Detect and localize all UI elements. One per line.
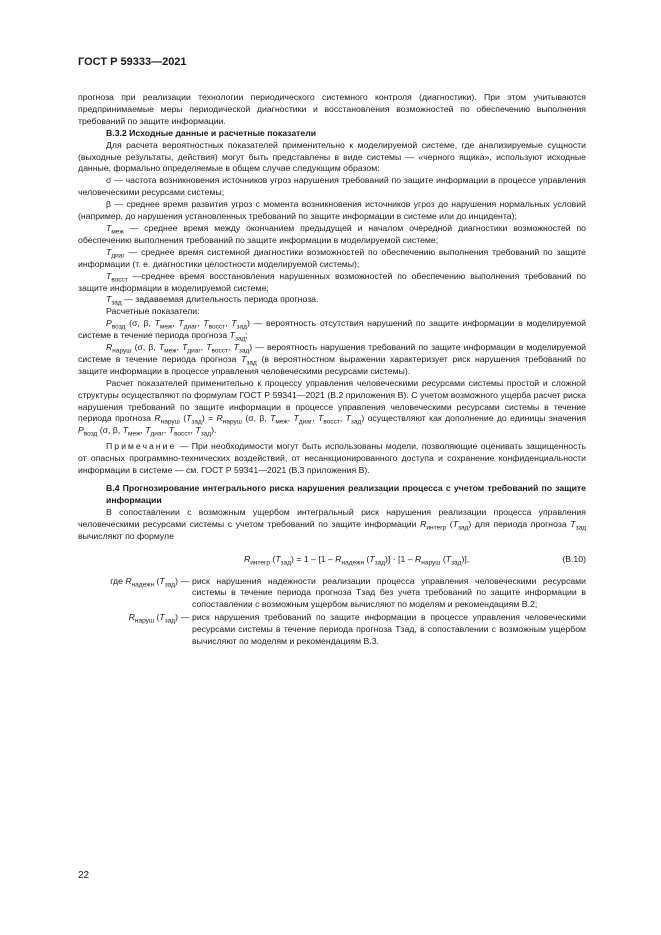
section-heading-b4: В.4 Прогнозирование интегрального риска нарушения реализации процесса с учетом требований по защите информации [106, 483, 586, 505]
definition-rnadezhn [78, 576, 586, 612]
definition-tvosst: $T_{восст}$ —среднее время восстановления нарушенных возможностей по обеспечению выполнения требований по защите информации в моделируемой системе; [78, 270, 586, 293]
definition-term: $R_{наруш}$ $(T_{зад})$ [128, 612, 178, 625]
definition-rnarush [78, 612, 586, 648]
formula-b10 [78, 546, 586, 576]
formula-expression: $R_{интегр}$ $(T_{зад}) = 1 - [1 - R_{надежн}$ $(T_{зад})] \cdot [1 - R_{наруш}$ $(T_{зад})$], [244, 553, 470, 567]
section-heading-b32: В.3.2 Исходные данные и расчетные показатели [106, 127, 317, 138]
note: Примечание — При необходимости могут быть использованы модели, позволяющие оценивать защищенность от опасных программно-технических воздействий, от несанкционированного доступа и сохранение конфиденциальности информации в системе — см. ГОСТ Р 59341—2021 (В.3 приложения В). [78, 441, 586, 476]
definition-term: где $R_{надежн}$ $(T_{зад})$ [110, 575, 178, 589]
formula-number: (В.10) [562, 553, 586, 564]
definition-beta: β — среднее время развития угроз с момента возникновения источников угроз до нарушения нормальных условий (например, до нарушения установленных требований по защите информации в системе или до инцидента); [78, 199, 586, 222]
definition-sigma: σ — частота возникновения источников угроз нарушения требований по защите информации в процессе управления человеческими ресурсами системы; [78, 175, 586, 198]
document-header: ГОСТ Р 59333—2021 [78, 56, 187, 68]
paragraph-integral-risk: В сопоставлении с возможным ущербом интегральный риск нарушения реализации процесса управления человеческими ресурсами системы с учетом требований по защите информации $R_{интегр}$ $(T_{зад})$ для периода прогноза $T_{зад}$ вычисляют по формуле [78, 506, 586, 541]
paragraph-input-data: Для расчета вероятностных показателей применительно к моделируемой системе, где анализируемые сущности (выходные результаты, действия) могут быть представлены в виде системы — «черного ящика», используют исходные данные, формально определяемые в общем случае следующим образом: [78, 139, 586, 174]
definition-tmezh: $T_{меж}$ — среднее время между окончанием предыдущей и началом очередной диагностики возможностей по обеспечению выполнения требований по защите информации в моделируемой системе; [78, 222, 586, 245]
paragraph-calculation: Расчет показателей применительно к процессу управления человеческими ресурсами системы простой и сложной структуры осуществляют по формулам ГОСТ Р 59341—2021 (В.2 приложения В). С учетом возможного ущерба расчет риска нарушения требований по защите информации в процессе управления человеческими ресурсами системы в течение периода прогноза $R_{наруш}$ $(T_{зад}) = R_{наруш}$ (σ, β, $T_{меж}$, $T_{диаг}$, $T_{восст}$, $T_{зад}$) осуществляют как дополнение до единицы значения $P_{возд}$ (σ, β, $T_{меж}$, $T_{диаг}$, $T_{восст}$, $T_{зад}$). [78, 377, 587, 439]
paragraph-continuation: прогноза при реализации технологии периодического системного контроля (диагностики). При этом учитываются предпринимаемые меры периодической диагностики и восстановления возможностей по обеспечению выполнения требований по защите информации. [78, 92, 586, 126]
page-number: 22 [78, 870, 90, 881]
page-body [78, 92, 586, 649]
definition-tdiag: $T_{диаг}$ — среднее время системной диагностики возможностей по обеспечению выполнения требований по защите информации (т. е. диагностики целостности моделируемой системы); [78, 246, 586, 269]
definition-dash: — [180, 575, 190, 586]
indicator-rnarush: $R_{наруш}$ (σ, β, $T_{меж}$, $T_{диаг}$, $T_{восст}$, $T_{зад}$) — вероятность нарушения требований по защите информации в моделируемой системе в течение периода прогноза $T_{зад}$ (в вероятностном выражении характеризует риск нарушения требований по защите информации в процессе управления человеческими ресурсами системы). [78, 342, 587, 376]
definition-text: риск нарушения требований по защите информации в процессе управления человеческими ресурсами системы в течение периода прогноза Tзад, в сопоставлении с возможным ущербом вычисляют по моделям и рекомендациям В.3. [192, 612, 586, 647]
formula-definitions [78, 576, 586, 648]
definition-dash: — [180, 612, 190, 623]
definition-tzad: $T_{зад}$ — задаваемая длительность периода прогноза. [106, 294, 319, 308]
indicator-pvozd: $P_{возд}$ (σ, β, $T_{меж}$, $T_{диаг}$, $T_{восст}$, $T_{зад}$) — вероятность отсутствия нарушений по защите информации в моделируемой системе в течение периода прогноза $T_{зад}$; [78, 318, 587, 343]
definition-text: риск нарушения надежности реализации процесса управления человеческими ресурсами системы в течение периода прогноза Tзад без учета требований по защите информации в сопоставлении с возможным ущербом вычисляют по моделям и рекомендациям В.2; [192, 575, 586, 610]
calc-indicators-label: Расчетные показатели: [106, 306, 200, 317]
